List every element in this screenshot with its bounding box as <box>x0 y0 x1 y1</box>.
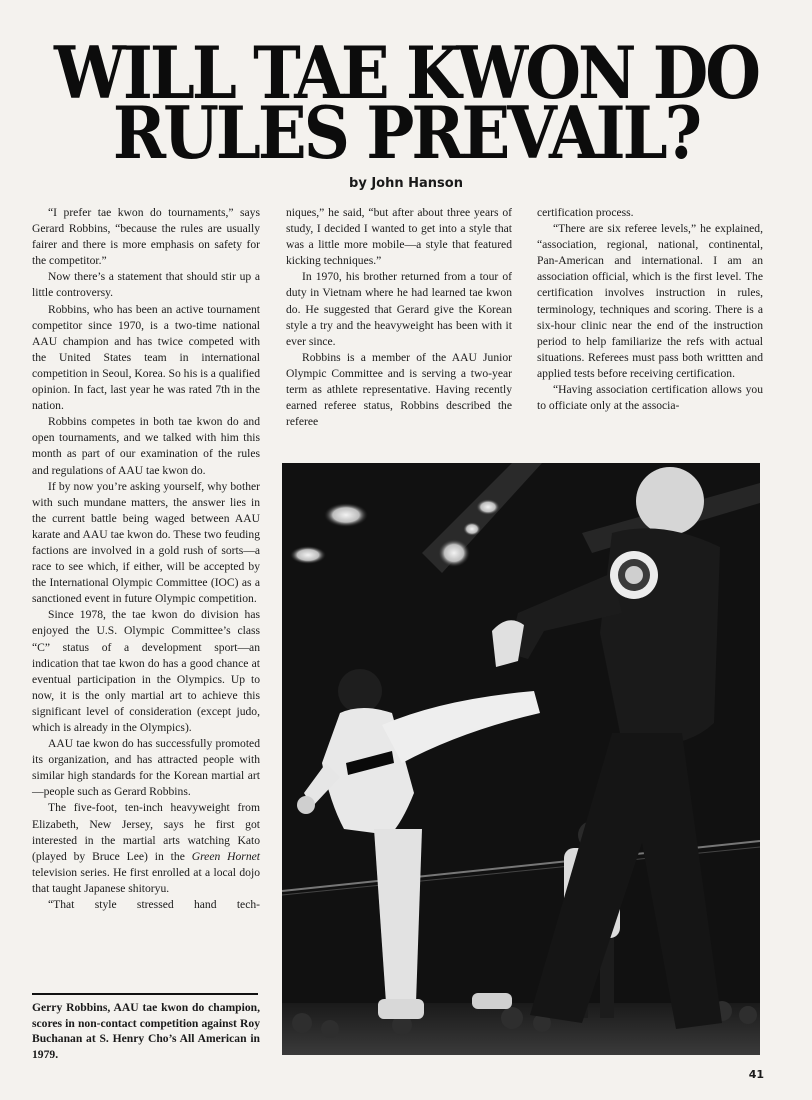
paragraph: Robbins competes in both tae kwon do and open tournaments, and we talked with him this month as part of our examination of the rules and regulations of AAU tae kwon do. <box>32 415 260 477</box>
paragraph: “I prefer tae kwon do tournaments,” says Gerard Robbins, “because the rules are usually fairer and there is more emphasis on safety for the competitor.” <box>32 206 260 268</box>
paragraph: “There are six referee levels,” he explained, “association, regional, national, continental, Pan-American and international. I am an association official, which is the first level. The certification involves instruction in rules, terminology, techniques and scoring. There is a six-hour clinic near the end of the instruction period to help familiarize the refs with actual situations. Referees must pass both writtten and applied tests before receiving certification. <box>537 222 763 380</box>
paragraph: Since 1978, the tae kwon do division has enjoyed the U.S. Olympic Committee’s class “C” status of a development sport—an indication that tae kwon do has a good chance at eventual participation in the Olympics. Up to now, it is the only martial art to achieve this significant level of consideration (except judo, which is already in the Olympics). <box>32 608 260 734</box>
photo-illustration <box>282 463 760 1055</box>
paragraph: Robbins, who has been an active tournament competitor since 1970, is a two-time national AAU champion and has twice competed with the United States team in international competition in Seoul, Korea. So his is a qualified opinion. In fact, last year he was rated 7th in the nation. <box>32 302 260 413</box>
paragraph: “That style stressed hand tech- <box>48 898 260 912</box>
byline: by John Hanson <box>349 176 463 191</box>
headline-line-2: RULES PREVAIL? <box>112 92 700 177</box>
competition-photo <box>282 463 760 1055</box>
show-title: Green Hornet <box>191 849 260 863</box>
paragraph: niques,” he said, “but after about three years of study, I decided I wanted to get into a style that was a little more mobile—a style that featured kicking techniques.” <box>286 206 512 268</box>
headline-line-1: WILL TAE KWON DO <box>54 32 758 117</box>
paragraph: certification process. <box>537 206 634 219</box>
article-column-2 <box>286 205 512 430</box>
caption-divider <box>32 993 258 995</box>
paragraph: In 1970, his brother returned from a tour of duty in Vietnam where he had learned tae kwon do. He suggested that Gerard give the Korean style a try and the heavyweight has been with it ever since. <box>286 270 512 348</box>
paragraph: AAU tae kwon do has successfully promoted its organization, and has attracted people with similar high standards for the Korean martial art—people such as Gerard Robbins. <box>32 737 260 799</box>
paragraph <box>32 800 260 897</box>
article-column-1 <box>32 205 260 913</box>
page-number: 41 <box>748 1068 764 1081</box>
paragraph: Now there’s a statement that should stir up a little controversy. <box>32 270 260 300</box>
paragraph: “Having association certification allows you to officiate only at the associa- <box>537 383 763 413</box>
paragraph-text: television series. He first enrolled at a local dojo that taught Japanese shitoryu. <box>32 865 260 895</box>
article-column-3 <box>537 205 763 414</box>
paragraph: Robbins is a member of the AAU Junior Olympic Committee and is serving a two-year term as athlete representative. Having recently earned referee status, Robbins described the referee <box>286 350 512 429</box>
photo-caption: Gerry Robbins, AAU tae kwon do champion, scores in non-contact competition against Roy Buchanan at S. Henry Cho’s All American in 1979. <box>32 1001 260 1061</box>
paragraph: If by now you’re asking yourself, why bother with such mundane matters, the answer lies in the current battle being waged between AAU karate and AAU tae kwon do. These two feuding factions are involved in a gold rush of sorts—a race to see which, if either, will be accepted by the International Olympic Committee (IOC) as a sanctioned event in future Olympic competition. <box>32 479 260 606</box>
paragraph-text: The five-foot, ten-inch heavyweight from Elizabeth, New Jersey, says he first got interested in the martial arts watching Kato (played by Bruce Lee) in the <box>32 801 260 863</box>
